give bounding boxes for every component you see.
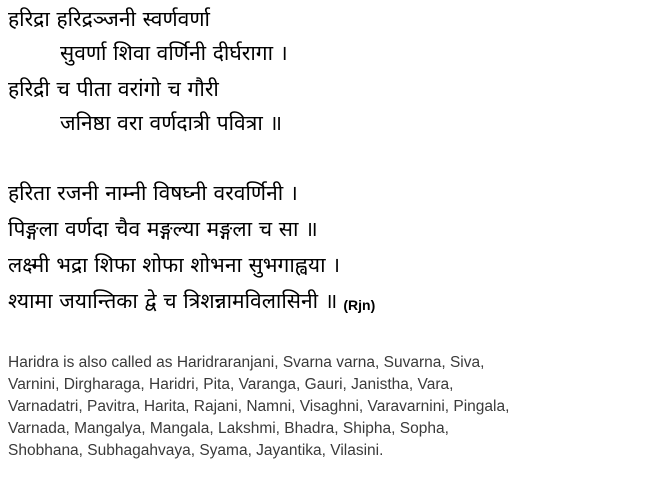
verse-2-line-1: हरिता रजनी नाम्नी विषघ्नी वरवर्णिनी । — [8, 181, 298, 205]
verse-2-line-4-container — [8, 286, 375, 320]
commentary-line: Haridra is also called as Haridraranjani, Svarna varna, Suvarna, Siva, — [8, 354, 485, 371]
verse-2-line-2: पिङ्गला वर्णदा चैव मङ्गल्या मङ्गला च सा ॥ — [8, 217, 318, 241]
verse-1-line-2: सुवर्णा शिवा वर्णिनी दीर्घरागा । — [60, 41, 288, 65]
verse-1-line-3: हरिद्री च पीता वरांगो च गौरी — [8, 77, 219, 101]
verse-1-line-1: हरिद्रा हरिद्रञ्जनी स्वर्णवर्णा — [8, 7, 210, 31]
source-citation: (Rjn) — [343, 297, 376, 313]
verse-2-line-3: लक्ष्मी भद्रा शिफा शोफा शोभना सुभगाह्वया । — [8, 253, 341, 277]
verse-1-line-4: जनिष्ठा वरा वर्णदात्री पवित्रा ॥ — [60, 111, 283, 135]
commentary-line: Varnada, Mangalya, Mangala, Lakshmi, Bhadra, Shipha, Sopha, — [8, 420, 449, 437]
commentary-line: Varnadatri, Pavitra, Harita, Rajani, Namni, Visaghni, Varavarnini, Pingala, — [8, 398, 510, 415]
commentary-line: Varnini, Dirgharaga, Haridri, Pita, Varanga, Gauri, Janistha, Vara, — [8, 376, 454, 393]
commentary-line: Shobhana, Subhagahvaya, Syama, Jayantika, Vilasini. — [8, 442, 384, 459]
verse-2-line-4: श्यामा जयान्तिका द्वे च त्रिशन्नामविलासिनी ॥ — [8, 289, 338, 313]
commentary-paragraph — [8, 352, 638, 462]
